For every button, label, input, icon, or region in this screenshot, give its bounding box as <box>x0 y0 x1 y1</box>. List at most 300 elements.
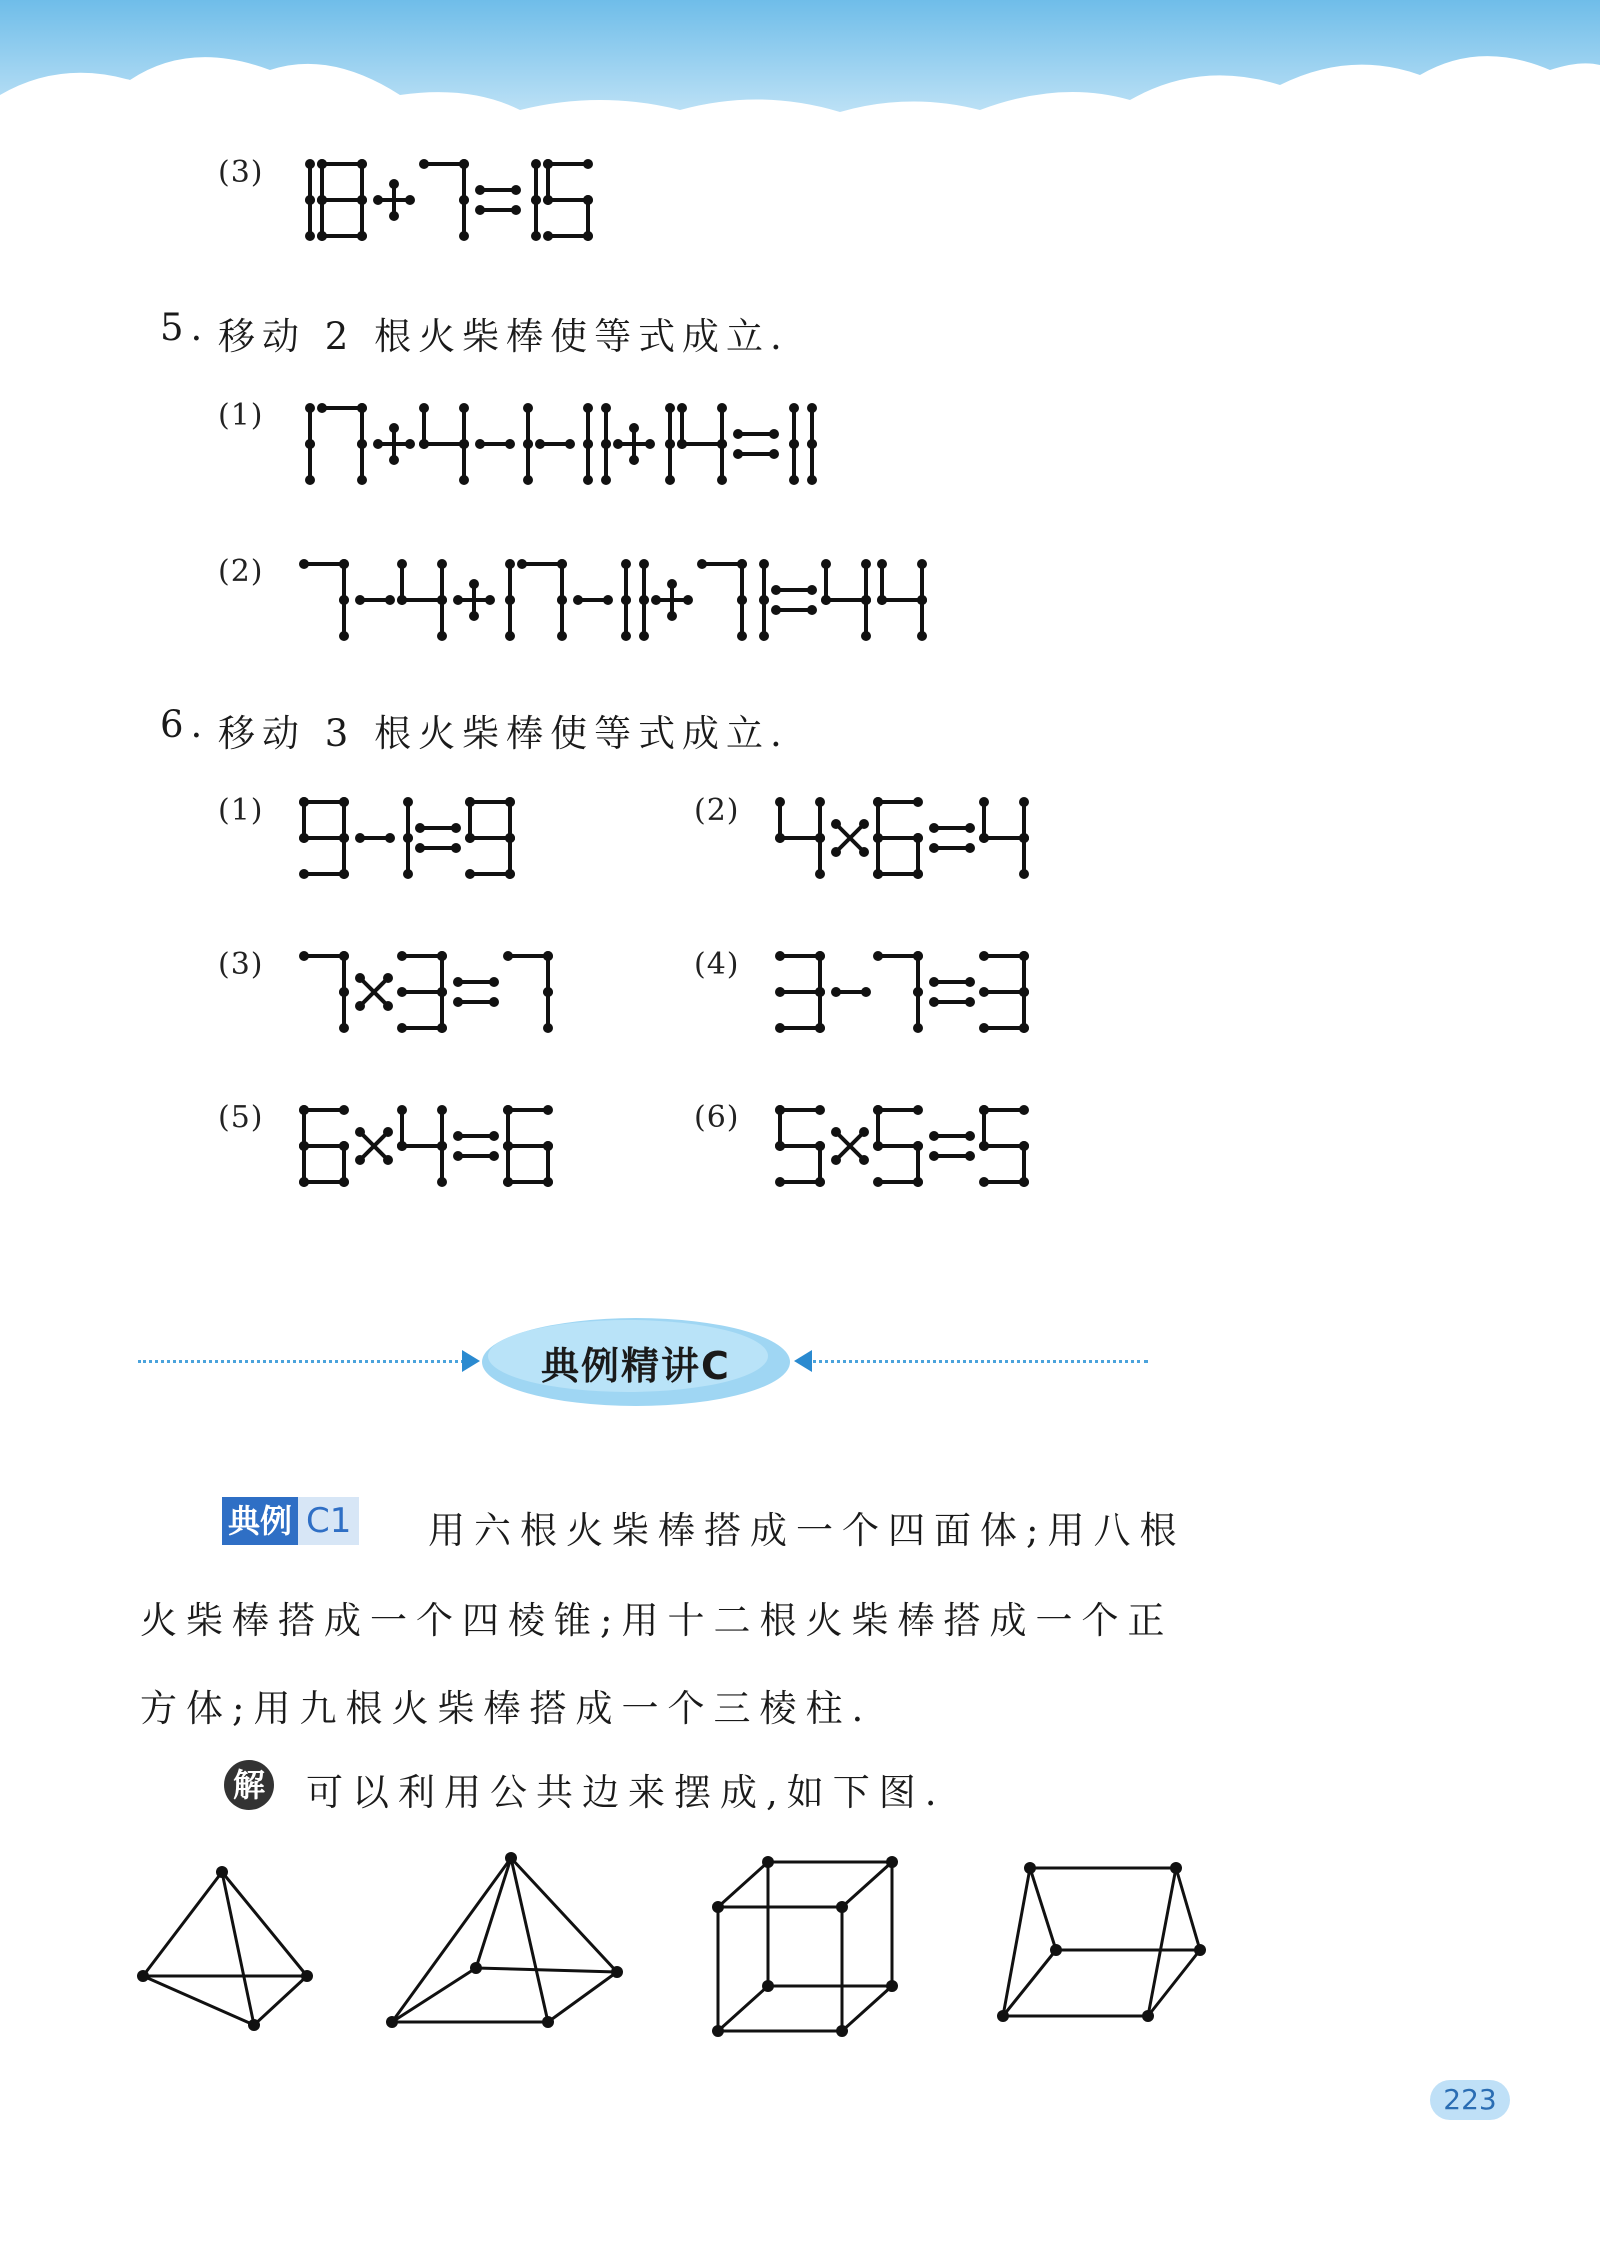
matchstick-head <box>419 159 429 169</box>
matchstick-head <box>815 833 825 843</box>
matchstick-head <box>299 869 309 879</box>
matchstick-head <box>437 1141 447 1151</box>
matchstick-head <box>815 1177 825 1187</box>
matchstick-head <box>453 1131 463 1141</box>
item-label: (2) <box>694 793 740 828</box>
matchstick-head <box>859 819 869 829</box>
matchstick-head <box>517 559 527 569</box>
matchstick-head <box>339 1177 349 1187</box>
matchstick-head <box>1019 869 1029 879</box>
matchstick-head <box>419 439 429 449</box>
matchstick-head <box>717 403 727 413</box>
matchstick-head <box>565 439 575 449</box>
matchstick-head <box>543 159 553 169</box>
matchstick-head <box>831 847 841 857</box>
matchstick-head <box>929 1131 939 1141</box>
matchstick-head <box>469 579 479 589</box>
item-label: (2) <box>218 554 264 589</box>
matchstick-head <box>861 631 871 641</box>
tetrahedron-figure <box>130 1840 330 2040</box>
matchstick-head <box>383 1127 393 1137</box>
matchstick-head <box>775 833 785 843</box>
matchstick-equation <box>296 156 756 252</box>
matchstick-head <box>437 1023 447 1033</box>
matchstick-head <box>355 1155 365 1165</box>
matchstick-head <box>523 475 533 485</box>
matchstick-head <box>503 1105 513 1115</box>
matchstick-head <box>415 843 425 853</box>
matchstick-head <box>357 403 367 413</box>
matchstick-head <box>667 611 677 621</box>
matchstick-head <box>355 833 365 843</box>
matchstick-head <box>1019 833 1029 843</box>
item-label: (5) <box>218 1100 264 1135</box>
matchstick-head <box>505 833 515 843</box>
question-number: 6. <box>160 703 210 746</box>
matchstick-head <box>913 869 923 879</box>
matchstick-head <box>383 973 393 983</box>
matchstick-head <box>357 231 367 241</box>
matchstick-head <box>737 559 747 569</box>
item-label: (1) <box>218 398 264 433</box>
matchstick-head <box>759 631 769 641</box>
matchstick-head <box>859 847 869 857</box>
matchstick-head <box>543 987 553 997</box>
matchstick-head <box>389 455 399 465</box>
matchstick-head <box>437 951 447 961</box>
matchstick-head <box>807 585 817 595</box>
matchstick-head <box>543 1105 553 1115</box>
matchstick-head <box>505 869 515 879</box>
matchstick-head <box>523 403 533 413</box>
matchstick-head <box>965 843 975 853</box>
matchstick-head <box>339 869 349 879</box>
matchstick-head <box>873 797 883 807</box>
matchstick-head <box>531 231 541 241</box>
arrow-left-icon <box>792 1350 812 1372</box>
matchstick-head <box>965 1131 975 1141</box>
matchstick-head <box>583 195 593 205</box>
matchstick-head <box>759 559 769 569</box>
matchstick-head <box>877 595 887 605</box>
matchstick-head <box>299 1141 309 1151</box>
matchstick-head <box>831 987 841 997</box>
matchstick-head <box>775 1177 785 1187</box>
matchstick-equation <box>296 556 1196 652</box>
matchstick-head <box>523 439 533 449</box>
matchstick-head <box>815 1105 825 1115</box>
matchstick-head <box>861 559 871 569</box>
matchstick-head <box>677 439 687 449</box>
matchstick-head <box>1019 1141 1029 1151</box>
matchstick-head <box>775 951 785 961</box>
matchstick-head <box>775 1105 785 1115</box>
matchstick-head <box>873 833 883 843</box>
matchstick-head <box>299 797 309 807</box>
solution-text: 可以利用公共边来摆成,如下图. <box>306 1771 946 1814</box>
matchstick-head <box>505 559 515 569</box>
matchstick-head <box>317 231 327 241</box>
matchstick-head <box>737 631 747 641</box>
matchstick-head <box>397 1105 407 1115</box>
matchstick-head <box>929 997 939 1007</box>
matchstick-head <box>531 195 541 205</box>
matchstick-head <box>913 1105 923 1115</box>
matchstick-head <box>603 595 613 605</box>
matchstick-head <box>965 823 975 833</box>
matchstick-head <box>639 631 649 641</box>
matchstick-head <box>459 231 469 241</box>
matchstick-head <box>453 1151 463 1161</box>
matchstick-head <box>405 195 415 205</box>
matchstick-head <box>339 1141 349 1151</box>
matchstick-head <box>543 1141 553 1151</box>
example-tag-id: C1 <box>298 1497 359 1545</box>
matchstick-head <box>437 595 447 605</box>
matchstick-head <box>645 439 655 449</box>
sky-header <box>0 0 1600 150</box>
matchstick-head <box>505 439 515 449</box>
matchstick-head <box>929 1151 939 1161</box>
matchstick-head <box>789 439 799 449</box>
matchstick-head <box>815 1023 825 1033</box>
matchstick-head <box>913 987 923 997</box>
matchstick-head <box>815 1141 825 1151</box>
matchstick-head <box>459 403 469 413</box>
matchstick-head <box>1019 1023 1029 1033</box>
matchstick-head <box>373 439 383 449</box>
matchstick-head <box>535 439 545 449</box>
matchstick-head <box>979 987 989 997</box>
matchstick-head <box>475 205 485 215</box>
matchstick-head <box>299 559 309 569</box>
item-label: (4) <box>694 947 740 982</box>
matchstick-head <box>451 843 461 853</box>
matchstick-equation <box>296 794 696 890</box>
matchstick-head <box>339 833 349 843</box>
matchstick-head <box>459 195 469 205</box>
matchstick-head <box>683 595 693 605</box>
matchstick-head <box>807 605 817 615</box>
matchstick-head <box>355 1001 365 1011</box>
matchstick-equation <box>296 948 696 1044</box>
matchstick-head <box>601 403 611 413</box>
matchstick-head <box>965 977 975 987</box>
matchstick-head <box>665 475 675 485</box>
matchstick-head <box>383 1001 393 1011</box>
matchstick-head <box>873 1177 883 1187</box>
matchstick-head <box>299 1177 309 1187</box>
matchstick-head <box>437 987 447 997</box>
matchstick-head <box>459 159 469 169</box>
matchstick-head <box>979 833 989 843</box>
matchstick-head <box>613 439 623 449</box>
matchstick-head <box>437 631 447 641</box>
matchstick-head <box>815 987 825 997</box>
matchstick-head <box>583 439 593 449</box>
matchstick-head <box>979 1023 989 1033</box>
matchstick-head <box>459 439 469 449</box>
matchstick-head <box>789 403 799 413</box>
matchstick-head <box>465 797 475 807</box>
matchstick-head <box>873 951 883 961</box>
matchstick-head <box>929 843 939 853</box>
question-text: 移动 3 根火柴棒使等式成立. <box>218 712 789 755</box>
matchstick-head <box>979 1105 989 1115</box>
matchstick-head <box>1019 1105 1029 1115</box>
item-label: (3) <box>218 947 264 982</box>
matchstick-head <box>373 195 383 205</box>
square-pyramid-figure <box>380 1840 640 2040</box>
matchstick-head <box>339 595 349 605</box>
matchstick-head <box>979 1141 989 1151</box>
matchstick-head <box>451 823 461 833</box>
matchstick-head <box>929 977 939 987</box>
matchstick-head <box>913 1141 923 1151</box>
matchstick-head <box>737 595 747 605</box>
matchstick-head <box>771 605 781 615</box>
matchstick-head <box>543 231 553 241</box>
matchstick-head <box>465 869 475 879</box>
matchstick-head <box>503 1141 513 1151</box>
matchstick-head <box>543 1023 553 1033</box>
matchstick-head <box>419 403 429 413</box>
matchstick-head <box>339 1023 349 1033</box>
matchstick-head <box>601 439 611 449</box>
matchstick-head <box>629 455 639 465</box>
matchstick-head <box>913 1177 923 1187</box>
matchstick-head <box>583 231 593 241</box>
matchstick-head <box>339 797 349 807</box>
matchstick-head <box>489 1151 499 1161</box>
matchstick-head <box>639 595 649 605</box>
matchstick-head <box>397 987 407 997</box>
matchstick-head <box>305 475 315 485</box>
example-text-line1: 用六根火柴棒搭成一个四面体;用八根 <box>428 1509 1186 1552</box>
matchstick-head <box>305 195 315 205</box>
matchstick-equation <box>296 400 1196 496</box>
matchstick-equation <box>296 1102 696 1198</box>
matchstick-head <box>557 595 567 605</box>
matchstick-head <box>503 951 513 961</box>
matchstick-head <box>861 595 871 605</box>
matchstick-head <box>821 559 831 569</box>
page-number: 223 <box>1430 2080 1510 2120</box>
matchstick-head <box>355 595 365 605</box>
matchstick-head <box>861 987 871 997</box>
matchstick-head <box>913 951 923 961</box>
matchstick-head <box>621 559 631 569</box>
matchstick-head <box>1019 951 1029 961</box>
matchstick-head <box>339 1105 349 1115</box>
matchstick-head <box>305 403 315 413</box>
matchstick-head <box>403 797 413 807</box>
matchstick-head <box>397 1023 407 1033</box>
matchstick-head <box>357 159 367 169</box>
matchstick-head <box>831 1127 841 1137</box>
matchstick-head <box>543 195 553 205</box>
solution-icon: 解 <box>224 1760 274 1810</box>
matchstick-head <box>397 951 407 961</box>
matchstick-head <box>583 159 593 169</box>
matchstick-head <box>385 833 395 843</box>
matchstick-head <box>1019 797 1029 807</box>
matchstick-head <box>873 1105 883 1115</box>
matchstick-head <box>383 1155 393 1165</box>
matchstick-head <box>339 951 349 961</box>
matchstick-head <box>831 1155 841 1165</box>
matchstick-head <box>505 631 515 641</box>
matchstick-head <box>831 819 841 829</box>
matchstick-head <box>775 797 785 807</box>
matchstick-head <box>979 951 989 961</box>
item-label: (1) <box>218 793 264 828</box>
matchstick-head <box>733 429 743 439</box>
matchstick-head <box>389 179 399 189</box>
question-text: 移动 2 根火柴棒使等式成立. <box>218 315 789 358</box>
matchstick-head <box>775 1023 785 1033</box>
matchstick-head <box>677 403 687 413</box>
matchstick-head <box>389 211 399 221</box>
matchstick-head <box>665 439 675 449</box>
matchstick-head <box>299 1105 309 1115</box>
matchstick-head <box>465 833 475 843</box>
section-title: 典例精讲C <box>541 1344 731 1388</box>
item-label: (6) <box>694 1100 740 1135</box>
matchstick-head <box>717 439 727 449</box>
matchstick-head <box>807 475 817 485</box>
matchstick-head <box>317 403 327 413</box>
matchstick-head <box>917 631 927 641</box>
matchstick-head <box>759 595 769 605</box>
matchstick-head <box>789 475 799 485</box>
matchstick-head <box>317 159 327 169</box>
matchstick-head <box>717 475 727 485</box>
matchstick-head <box>557 631 567 641</box>
matchstick-head <box>543 1177 553 1187</box>
matchstick-head <box>557 559 567 569</box>
matchstick-head <box>305 439 315 449</box>
matchstick-head <box>531 159 541 169</box>
matchstick-head <box>697 559 707 569</box>
matchstick-head <box>651 595 661 605</box>
matchstick-head <box>453 997 463 1007</box>
matchstick-head <box>415 823 425 833</box>
matchstick-head <box>769 449 779 459</box>
matchstick-head <box>821 595 831 605</box>
matchstick-head <box>917 595 927 605</box>
matchstick-head <box>403 869 413 879</box>
matchstick-head <box>815 869 825 879</box>
matchstick-head <box>357 475 367 485</box>
item-label: (3) <box>218 155 264 190</box>
example-tag <box>222 1497 359 1545</box>
matchstick-head <box>469 611 479 621</box>
matchstick-equation <box>772 948 1172 1044</box>
matchstick-head <box>771 585 781 595</box>
matchstick-head <box>505 595 515 605</box>
matchstick-head <box>397 595 407 605</box>
matchstick-head <box>339 559 349 569</box>
matchstick-head <box>815 797 825 807</box>
matchstick-head <box>503 1177 513 1187</box>
triangular-prism-figure <box>980 1840 1220 2040</box>
matchstick-head <box>979 1177 989 1187</box>
section-divider-left <box>138 1360 470 1363</box>
matchstick-head <box>621 595 631 605</box>
matchstick-head <box>1019 1177 1029 1187</box>
matchstick-head <box>339 987 349 997</box>
matchstick-head <box>485 595 495 605</box>
matchstick-head <box>543 951 553 961</box>
matchstick-head <box>733 449 743 459</box>
matchstick-head <box>299 951 309 961</box>
matchstick-head <box>357 439 367 449</box>
matchstick-head <box>873 869 883 879</box>
matchstick-head <box>917 559 927 569</box>
matchstick-head <box>667 579 677 589</box>
matchstick-head <box>437 1177 447 1187</box>
matchstick-head <box>639 559 649 569</box>
section-divider-right <box>800 1360 1148 1363</box>
matchstick-head <box>403 833 413 843</box>
matchstick-head <box>583 475 593 485</box>
matchstick-equation <box>772 794 1172 890</box>
matchstick-head <box>339 631 349 641</box>
matchstick-head <box>769 429 779 439</box>
matchstick-head <box>475 439 485 449</box>
matchstick-head <box>859 1155 869 1165</box>
matchstick-head <box>965 997 975 1007</box>
matchstick-head <box>489 1131 499 1141</box>
matchstick-head <box>385 595 395 605</box>
matchstick-head <box>317 195 327 205</box>
matchstick-head <box>807 403 817 413</box>
matchstick-head <box>389 423 399 433</box>
matchstick-head <box>489 997 499 1007</box>
matchstick-head <box>305 159 315 169</box>
matchstick-head <box>913 833 923 843</box>
matchstick-head <box>665 403 675 413</box>
matchstick-head <box>459 475 469 485</box>
matchstick-head <box>357 195 367 205</box>
matchstick-head <box>355 973 365 983</box>
matchstick-head <box>511 205 521 215</box>
example-tag-label: 典例 <box>222 1497 298 1545</box>
matchstick-head <box>453 595 463 605</box>
cube-figure <box>700 1840 920 2040</box>
matchstick-equation <box>772 1102 1172 1198</box>
matchstick-head <box>877 559 887 569</box>
matchstick-head <box>573 595 583 605</box>
matchstick-head <box>1019 987 1029 997</box>
example-text-line3: 方体;用九根火柴棒搭成一个三棱柱. <box>140 1687 873 1730</box>
matchstick-head <box>913 1023 923 1033</box>
example-text-line2: 火柴棒搭成一个四棱锥;用十二根火柴棒搭成一个正 <box>140 1599 1174 1642</box>
matchstick-head <box>405 439 415 449</box>
matchstick-head <box>601 475 611 485</box>
matchstick-head <box>583 403 593 413</box>
matchstick-head <box>437 559 447 569</box>
matchstick-head <box>807 439 817 449</box>
matchstick-head <box>775 987 785 997</box>
matchstick-head <box>489 977 499 987</box>
question-number: 5. <box>160 306 210 349</box>
matchstick-head <box>629 423 639 433</box>
matchstick-head <box>397 559 407 569</box>
matchstick-head <box>305 231 315 241</box>
matchstick-head <box>355 1127 365 1137</box>
